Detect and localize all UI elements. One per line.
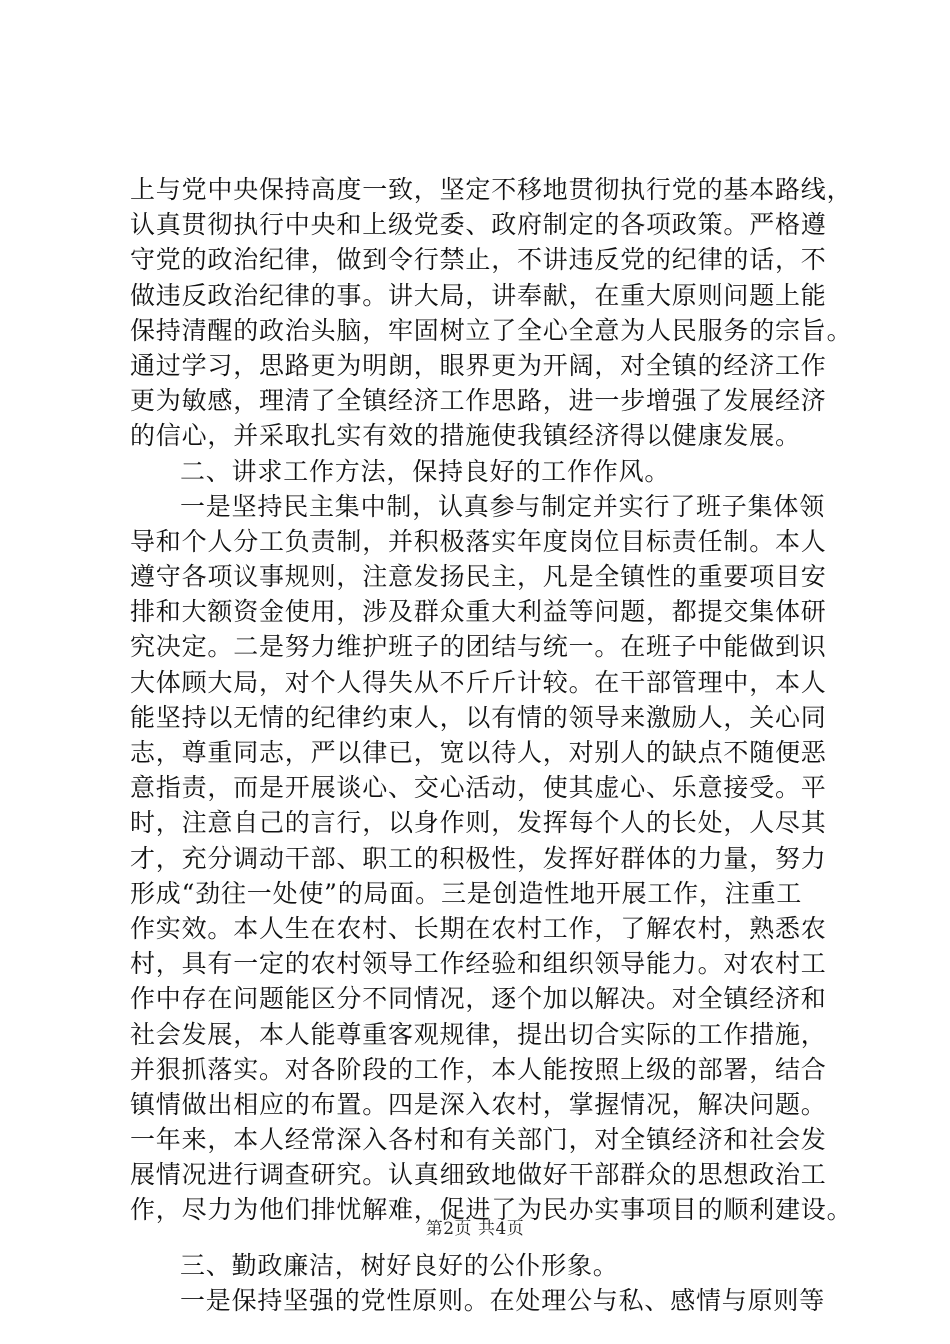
- text-line: 镇情做出相应的布置。四是深入农村，掌握情况，解决问题。: [130, 1089, 827, 1119]
- text-line: 上与党中央保持高度一致，坚定不移地贯彻执行党的基本路线，: [130, 175, 853, 204]
- text-line: 才，充分调动干部、职工的积极性，发挥好群体的力量，努力: [130, 843, 827, 873]
- text-line: 一是坚持民主集中制，认真参与制定并实行了班子集体领: [180, 491, 826, 521]
- document-body: [130, 172, 853, 1318]
- text-line: 一是保持坚强的党性原则。在处理公与私、感情与原则等: [180, 1285, 826, 1315]
- text-line: 作实效。本人生在农村、长期在农村工作，了解农村，熟悉农: [130, 913, 827, 943]
- text-line: 作，尽力为他们排忧解难，促进了为民办实事项目的顺利建设。: [130, 1195, 853, 1225]
- text-line: 能坚持以无情的纪律约束人，以有情的领导来激励人，关心同: [130, 702, 827, 732]
- text-line: 形成“劲往一处使”的局面。三是创造性地开展工作，注重工: [130, 878, 803, 908]
- section-heading-3: 三、勤政廉洁，树好良好的公仆形象。: [180, 1250, 619, 1280]
- text-line: 并狠抓落实。对各阶段的工作，本人能按照上级的部署，结合: [130, 1054, 827, 1084]
- text-line: 的信心，并采取扎实有效的措施使我镇经济得以健康发展。: [130, 421, 801, 451]
- text-line: 更为敏感，理清了全镇经济工作思路，进一步增强了发展经济: [130, 386, 827, 416]
- text-line: 村，具有一定的农村领导工作经验和组织领导能力。对农村工: [130, 949, 827, 979]
- text-line: 做违反政治纪律的事。讲大局，讲奉献，在重大原则问题上能: [130, 280, 827, 310]
- text-line: 意指责，而是开展谈心、交心活动，使其虚心、乐意接受。平: [130, 773, 827, 803]
- text-line: 大体顾大局，对个人得失从不斤斤计较。在干部管理中，本人: [130, 667, 827, 697]
- text-line: 社会发展，本人能尊重客观规律，提出切合实际的工作措施，: [130, 1019, 827, 1049]
- text-line: 展情况进行调查研究。认真细致地做好干部群众的思想政治工: [130, 1160, 827, 1190]
- text-line: 志，尊重同志，严以律已，宽以待人，对别人的缺点不随便恶: [130, 738, 827, 767]
- text-line: 导和个人分工负责制，并积极落实年度岗位目标责任制。本人: [130, 526, 827, 556]
- text-line: 排和大额资金使用，涉及群众重大利益等问题，都提交集体研: [130, 597, 827, 627]
- text-line: 究决定。二是努力维护班子的团结与统一。在班子中能做到识: [130, 632, 827, 662]
- text-line: 一年来，本人经常深入各村和有关部门，对全镇经济和社会发: [130, 1125, 827, 1155]
- section-heading-2: 二、讲求工作方法，保持良好的工作作风。: [180, 456, 671, 486]
- text-line: 认真贯彻执行中央和上级党委、政府制定的各项政策。严格遵: [130, 210, 827, 240]
- text-line: 守党的政治纪律，做到令行禁止，不讲违反党的纪律的话，不: [130, 245, 827, 275]
- text-line: 保持清醒的政治头脑，牢固树立了全心全意为人民服务的宗旨。: [130, 315, 853, 345]
- text-line: 时，注意自己的言行，以身作则，发挥每个人的长处，人尽其: [130, 808, 827, 838]
- text-line: 遵守各项议事规则，注意发扬民主，凡是全镇性的重要项目安: [130, 562, 827, 592]
- page-footer: 第2页 共4页: [425, 1219, 525, 1239]
- text-line: 作中存在问题能区分不同情况，逐个加以解决。对全镇经济和: [130, 984, 827, 1014]
- text-line: 通过学习，思路更为明朗，眼界更为开阔，对全镇的经济工作: [130, 350, 827, 380]
